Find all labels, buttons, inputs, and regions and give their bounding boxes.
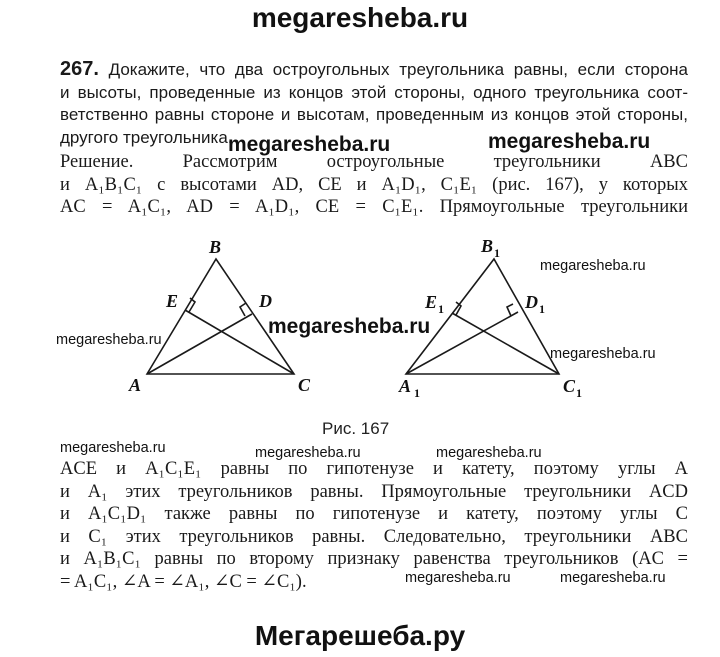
right-angle-d1	[507, 304, 513, 316]
problem-line-3: ветственно равны стороне и высотам, проведенным из концов этой стороны,	[60, 105, 688, 124]
solution-line-1: Решение. Рассмотрим остроугольные треугольники ABC	[60, 152, 688, 172]
problem-line-2: и высоты, проведенные из концов этой стороны, одного треугольника соот-	[60, 82, 688, 102]
watermark-inline-left: megaresheba.ru	[228, 133, 391, 156]
altitude-ad	[147, 314, 252, 374]
label-a: A	[129, 375, 142, 395]
solution-line-2: и A₁B₁C₁ с высотами AD, CE и A₁D₁, C₁E₁ (рис. 167), у которых	[60, 174, 688, 195]
watermark-figure-right-top: megaresheba.ru	[540, 258, 646, 274]
problem-number: 267.	[60, 58, 99, 80]
problem-line-4: другого треугольника.	[60, 127, 233, 147]
right-angle-e	[189, 298, 195, 312]
watermark-row-3: megaresheba.ru	[436, 445, 542, 461]
watermark-top: megaresheba.ru	[251, 2, 469, 33]
watermark-figure-right-mid: megaresheba.ru	[550, 346, 656, 362]
watermark-row-2: megaresheba.ru	[255, 445, 361, 461]
continuation-line-1: ACE и A₁C₁E₁ равны по гипотенузе и катету, поэтому углы A	[60, 459, 688, 479]
label-b1: $B_1$	[481, 236, 501, 260]
label-a1: A $_1$	[399, 376, 421, 400]
label-d1: $D_1$	[525, 292, 545, 316]
figure-caption: Рис. 167	[322, 419, 390, 438]
continuation-line-3: и A₁C₁D₁ также равны по гипотенузе и катету, поэтому углы C	[60, 504, 688, 524]
label-c: C	[298, 375, 311, 395]
label-d: D	[259, 291, 272, 311]
watermark-figure-left: megaresheba.ru	[56, 332, 162, 348]
watermark-row-4: megaresheba.ru	[405, 570, 511, 586]
label-e1: $E_1$	[425, 292, 445, 316]
problem-line-1: 267. Докажите, что два остроугольных треугольника равны, если сторона	[60, 58, 688, 80]
watermark-bottom: Мегарешеба.ру	[254, 620, 466, 651]
continuation-line-6: = A₁C₁, ∠A = ∠A₁, ∠C = ∠C₁).	[60, 571, 307, 592]
label-e: E	[166, 291, 179, 311]
continuation-line-2: и A₁ этих треугольников равны. Прямоугольные треугольники ACD	[60, 481, 688, 502]
label-b: B	[209, 237, 222, 257]
watermark-row-5: megaresheba.ru	[560, 570, 666, 586]
label-c1: $C_1$	[563, 376, 583, 400]
continuation-line-5: и A₁B₁C₁ равны по второму признаку равенства треугольников (AC =	[60, 549, 688, 569]
watermark-figure-center: megaresheba.ru	[268, 315, 431, 338]
watermark-row-1: megaresheba.ru	[60, 440, 166, 456]
solution-line-3: AC = A₁C₁, AD = A₁D₁, CE = C₁E₁. Прямоугольные треугольники	[60, 197, 688, 217]
continuation-line-4: и C₁ этих треугольников равны. Следовательно, треугольники ABC	[60, 526, 688, 547]
right-angle-d	[240, 303, 246, 316]
altitude-c1e1	[452, 313, 559, 374]
watermark-inline-right: megaresheba.ru	[488, 130, 651, 153]
